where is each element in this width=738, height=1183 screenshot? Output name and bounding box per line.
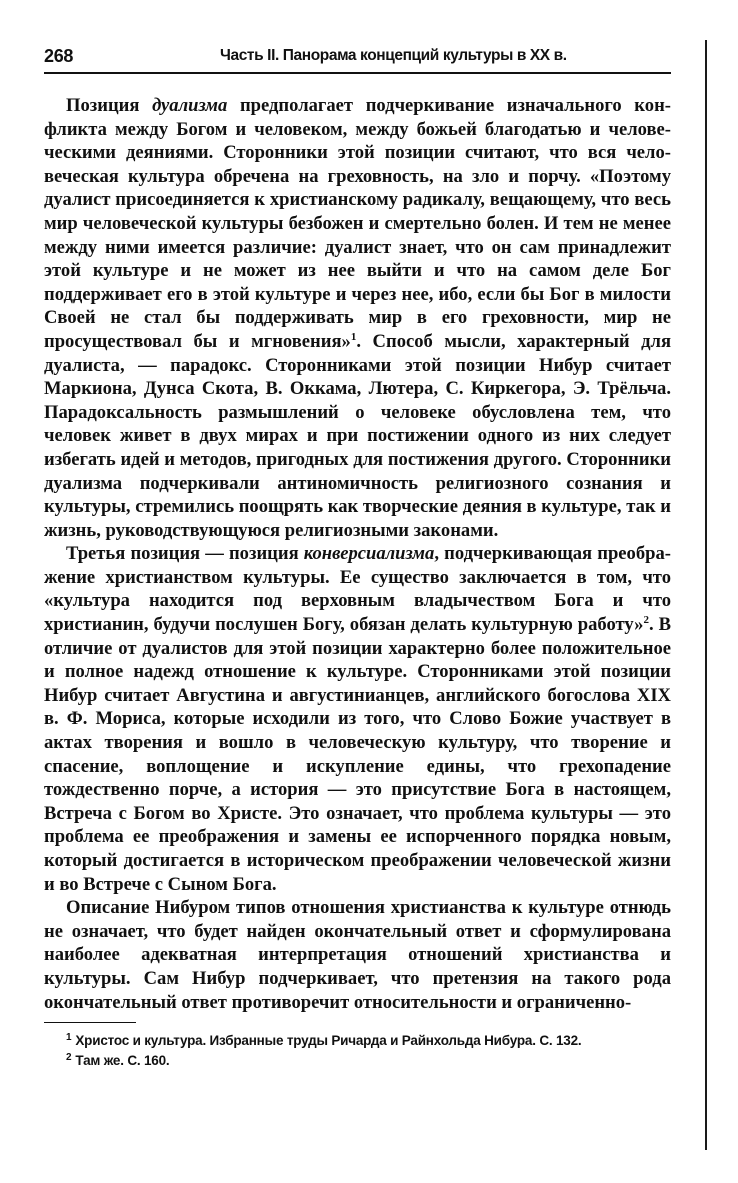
footnote-reference: 2 [643,613,649,626]
paragraph-text: . Способ мысли, характерный для дуалиста, — парадокс. Сторонниками этой позиции Нибур считает Маркиона, Дунса Скота, В. Оккама, Лютера, С. Киркегора, Э. Трёльча. Парадоксальность размышлений о человеке обусловлена тем, что человек живет в двух мирах и при постижении одного из них следует избегать идей и методов, пригодных для постижения другого. Сторонники дуализма подчеркивали антиномичность религиозного сознания и культуры, стремились поощрять как творческие деяния в культуре, так и жизнь, руководствующуюся религиозными законами. [44,330,672,541]
page-number: 268 [44,46,74,66]
footnote-item [66,1051,666,1071]
footnotes [66,1031,666,1071]
paragraph-description [44,896,671,1014]
footnote-mark: 1 [66,1031,72,1043]
paragraph-text: . В отличие от дуалистов для этой позиции характерно более положительное и полное надежд отношение к культуре. Сторонниками этой позиции Нибур считает Августина и августинианцев, английского богослова XIX в. Ф. Мориса, которые исходили из того, что Слово Божие участвует в актах творения и вошло в человеческую культуру, что творение и спасение, воплощение и искупление едины, что грехопадение тождественно порче, а история — это присутствие Бога в настоящем, Встреча с Богом во Христе. Это означает, что проблема культуры — это проблема ее преображения и замены ее испорченного порядка новым, который достигается в историческом преображении человеческой жизни и во Встрече с Сыном Бога. [44,614,671,895]
paragraph-text: Позиция [66,95,153,116]
paragraph-text: Описание Нибуром типов отношения христианства к культуре отнюдь не означает, что будет найден окончательный ответ и сформулирована наиболее адекватная интерпретация отношений христианства и культуры. Сам Нибур подчеркивает, что претензия на такого рода окончательный ответ противоречит относительности и ограниченно- [44,897,671,1013]
paragraph-dualism [44,94,671,542]
italic-term: конверсиализма [303,543,435,565]
paragraph-conversionism [44,542,671,896]
paragraph-text: , подчеркивающая преображение христианством культуры. Ее существо заключается в том, что «культура находится под верховным владычеством Бога и что христианин, будучи послушен Богу, обязан делать культурную работу» [44,543,671,636]
paragraph-text: предполагает подчеркивание изначального конфликта между Богом и человеком, между божьей благодатью и человеческими деяниями. Сторонники этой позиции считают, что вся человеческая культура обречена на греховность, на зло и порчу. «Поэтому дуалист присоединяется к христианскому радикалу, вещающему, что весь мир человеческой культуры безбожен и смертельно болен. И тем не менее между ними имеется различие: дуалист знает, что он сам принадлежит этой культуре и не может из нее выйти и что на самом деле Бог поддерживает его в этой культуре и через нее, ибо, если бы Бог в милости Своей не стал бы поддерживать мир в его греховности, мир не просуществовал бы и мгновения» [44,95,671,352]
footnote-divider [44,1022,136,1023]
running-title: Часть II. Панорама концепций культуры в XX в. [220,47,567,64]
page-edge-line [705,40,707,1150]
footnote-reference: 1 [350,330,357,343]
footnote-mark: 2 [66,1051,72,1063]
page-header [44,46,671,74]
footnote-text: Христос и культура. Избранные труды Ричарда и Райнхольда Нибура. С. 132. [75,1033,582,1048]
body-text [44,94,671,1014]
footnote-text: Там же. С. 160. [75,1053,170,1068]
italic-term: дуализма [152,95,228,116]
footnote-item [66,1031,666,1051]
paragraph-text: Третья позиция — позиция [66,543,304,565]
